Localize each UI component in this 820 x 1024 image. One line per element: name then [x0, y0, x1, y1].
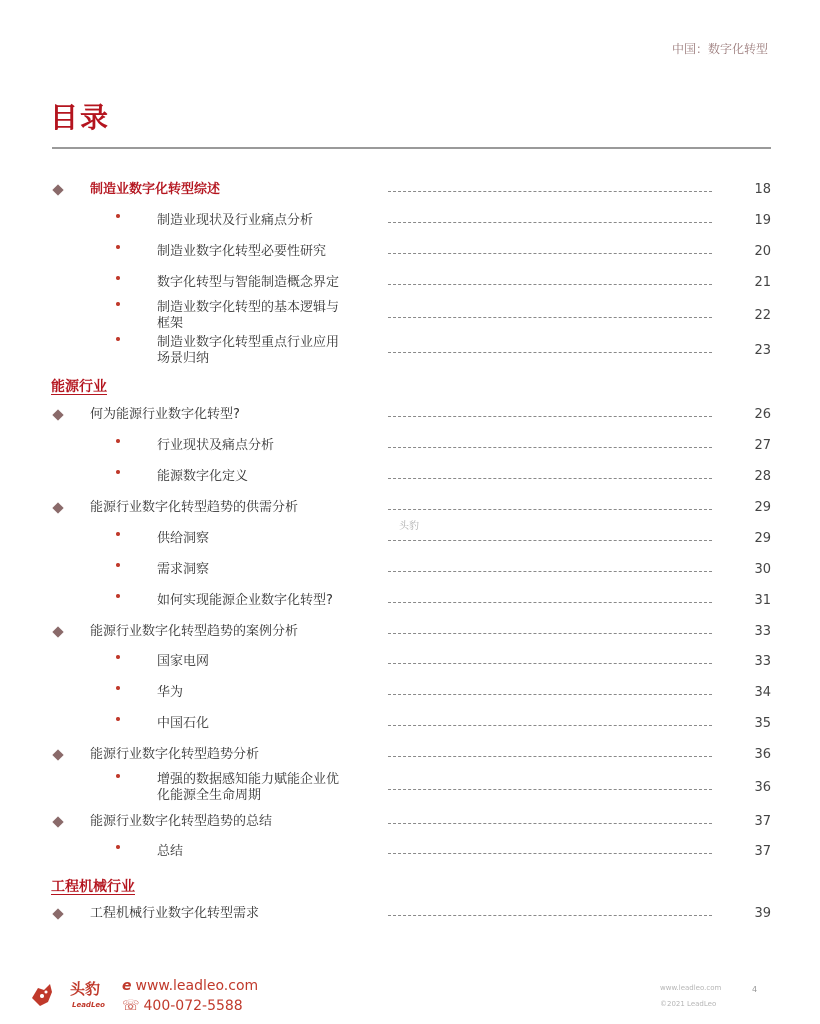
toc-page-number: 39 [754, 906, 771, 921]
diamond-bullet-icon [52, 908, 63, 919]
diamond-bullet-icon [52, 184, 63, 195]
toc-entry-label: 需求洞察 [157, 562, 210, 577]
dot-leader [388, 915, 712, 916]
toc-page-number: 18 [754, 182, 771, 197]
dot-bullet-icon [116, 214, 120, 218]
toc-page-number: 34 [754, 685, 771, 700]
leopard-icon [32, 984, 52, 1006]
dot-bullet-icon [116, 845, 120, 849]
footer-contact [122, 976, 258, 1016]
dot-leader [388, 191, 712, 192]
page-title: 目录 [50, 101, 111, 134]
dot-leader [388, 602, 712, 603]
toc-entry-label: 供给洞察 [157, 531, 210, 546]
diamond-bullet-icon [52, 626, 63, 637]
toc-entry-label-line2: 场景归纳 [157, 351, 210, 366]
dot-bullet-icon [116, 439, 120, 443]
footer-small-site: www.leadleo.com [660, 984, 722, 992]
toc-entry-label-line1: 增强的数据感知能力赋能企业优 [157, 772, 340, 787]
dot-bullet-icon [116, 774, 120, 778]
dot-bullet-icon [116, 717, 120, 721]
phone-row [122, 996, 258, 1016]
dot-bullet-icon [116, 337, 120, 341]
toc-entry-label: 能源行业数字化转型趋势的案例分析 [90, 624, 299, 639]
toc-section-heading[interactable]: 工程机械行业 [51, 879, 135, 895]
footer-small-print [660, 980, 721, 1012]
website-row [122, 976, 258, 996]
toc-entry-label: 数字化转型与智能制造概念界定 [157, 275, 340, 290]
toc-entry-label: 能源数字化定义 [157, 469, 249, 484]
toc-page-number: 33 [754, 654, 771, 669]
dot-leader [388, 663, 712, 664]
toc-page-number: 20 [754, 244, 771, 259]
dot-bullet-icon [116, 686, 120, 690]
logo-wordmark: 头豹 [70, 980, 101, 998]
dot-bullet-icon [116, 470, 120, 474]
toc-page-number: 31 [754, 593, 771, 608]
toc-page-number: 23 [754, 343, 771, 358]
diamond-bullet-icon [52, 502, 63, 513]
toc-page-number: 29 [754, 531, 771, 546]
toc-entry-label: 工程机械行业数字化转型需求 [90, 906, 260, 921]
toc-entry-label: 制造业数字化转型必要性研究 [157, 244, 327, 259]
dot-leader [388, 478, 712, 479]
dot-leader [388, 253, 712, 254]
dot-leader [388, 284, 712, 285]
toc-entry-label: 能源行业数字化转型趋势分析 [90, 747, 260, 762]
watermark-text: 头豹 [399, 521, 419, 532]
logo-sub: LeadLeo [72, 1001, 105, 1009]
dot-leader [388, 853, 712, 854]
website-link[interactable]: www.leadleo.com [135, 978, 259, 994]
toc-entry-label: 总结 [157, 844, 184, 859]
toc-entry-label: 行业现状及痛点分析 [157, 438, 275, 453]
dot-leader [388, 509, 712, 510]
dot-leader [388, 823, 712, 824]
toc-entry-label: 中国石化 [157, 716, 210, 731]
toc-entry-label-line1: 制造业数字化转型重点行业应用 [157, 335, 340, 350]
diamond-bullet-icon [52, 749, 63, 760]
diamond-bullet-icon [52, 409, 63, 420]
phone-number: 400-072-5588 [143, 998, 243, 1014]
dot-bullet-icon [116, 532, 120, 536]
toc-entry-label: 何为能源行业数字化转型? [90, 407, 240, 422]
toc-page-number: 29 [754, 500, 771, 515]
dot-leader [388, 694, 712, 695]
title-divider [52, 147, 771, 149]
dot-leader [388, 789, 712, 790]
dot-leader [388, 725, 712, 726]
toc-page-number: 21 [754, 275, 771, 290]
page-number: 4 [752, 985, 758, 994]
dot-leader [388, 222, 712, 223]
toc-entry-label: 能源行业数字化转型趋势的供需分析 [90, 500, 299, 515]
toc-page-number: 26 [754, 407, 771, 422]
toc-page-number: 28 [754, 469, 771, 484]
toc-page-number: 27 [754, 438, 771, 453]
web-icon: e [122, 978, 132, 994]
leadleo-logo [28, 976, 120, 1012]
dot-leader [388, 416, 712, 417]
toc-page-number: 19 [754, 213, 771, 228]
dot-bullet-icon [116, 594, 120, 598]
toc-page-number: 30 [754, 562, 771, 577]
toc-entry-label: 华为 [157, 685, 184, 700]
toc-page-number: 22 [754, 308, 771, 323]
dot-leader [388, 633, 712, 634]
dot-bullet-icon [116, 563, 120, 567]
toc-page-number: 36 [754, 747, 771, 762]
toc-entry-label-line2: 化能源全生命周期 [157, 788, 262, 803]
toc-section-heading[interactable]: 能源行业 [51, 379, 107, 395]
dot-leader [388, 540, 712, 541]
dot-leader [388, 756, 712, 757]
dot-leader [388, 317, 712, 318]
toc-entry-label: 如何实现能源企业数字化转型? [157, 593, 333, 608]
header-report-name: 中国：数字化转型 [671, 42, 768, 56]
toc-page-number: 37 [754, 814, 771, 829]
toc-entry-label: 制造业数字化转型综述 [90, 182, 221, 197]
toc-page-number: 36 [754, 780, 771, 795]
dot-bullet-icon [116, 655, 120, 659]
diamond-bullet-icon [52, 816, 63, 827]
dot-bullet-icon [116, 302, 120, 306]
toc-entry-label: 国家电网 [157, 654, 210, 669]
dot-bullet-icon [116, 245, 120, 249]
toc-entry-label-line2: 框架 [157, 316, 184, 331]
toc-page-number: 35 [754, 716, 771, 731]
dot-leader [388, 571, 712, 572]
dot-leader [388, 447, 712, 448]
toc-page-number: 33 [754, 624, 771, 639]
dot-leader [388, 352, 712, 353]
dot-bullet-icon [116, 276, 120, 280]
toc-page-number: 37 [754, 844, 771, 859]
toc-entry-label: 能源行业数字化转型趋势的总结 [90, 814, 273, 829]
toc-entry-label-line1: 制造业数字化转型的基本逻辑与 [157, 300, 340, 315]
toc-entry-label: 制造业现状及行业痛点分析 [157, 213, 314, 228]
phone-icon: ☏ [122, 998, 140, 1014]
footer-copyright: ©2021 LeadLeo [660, 1000, 717, 1008]
